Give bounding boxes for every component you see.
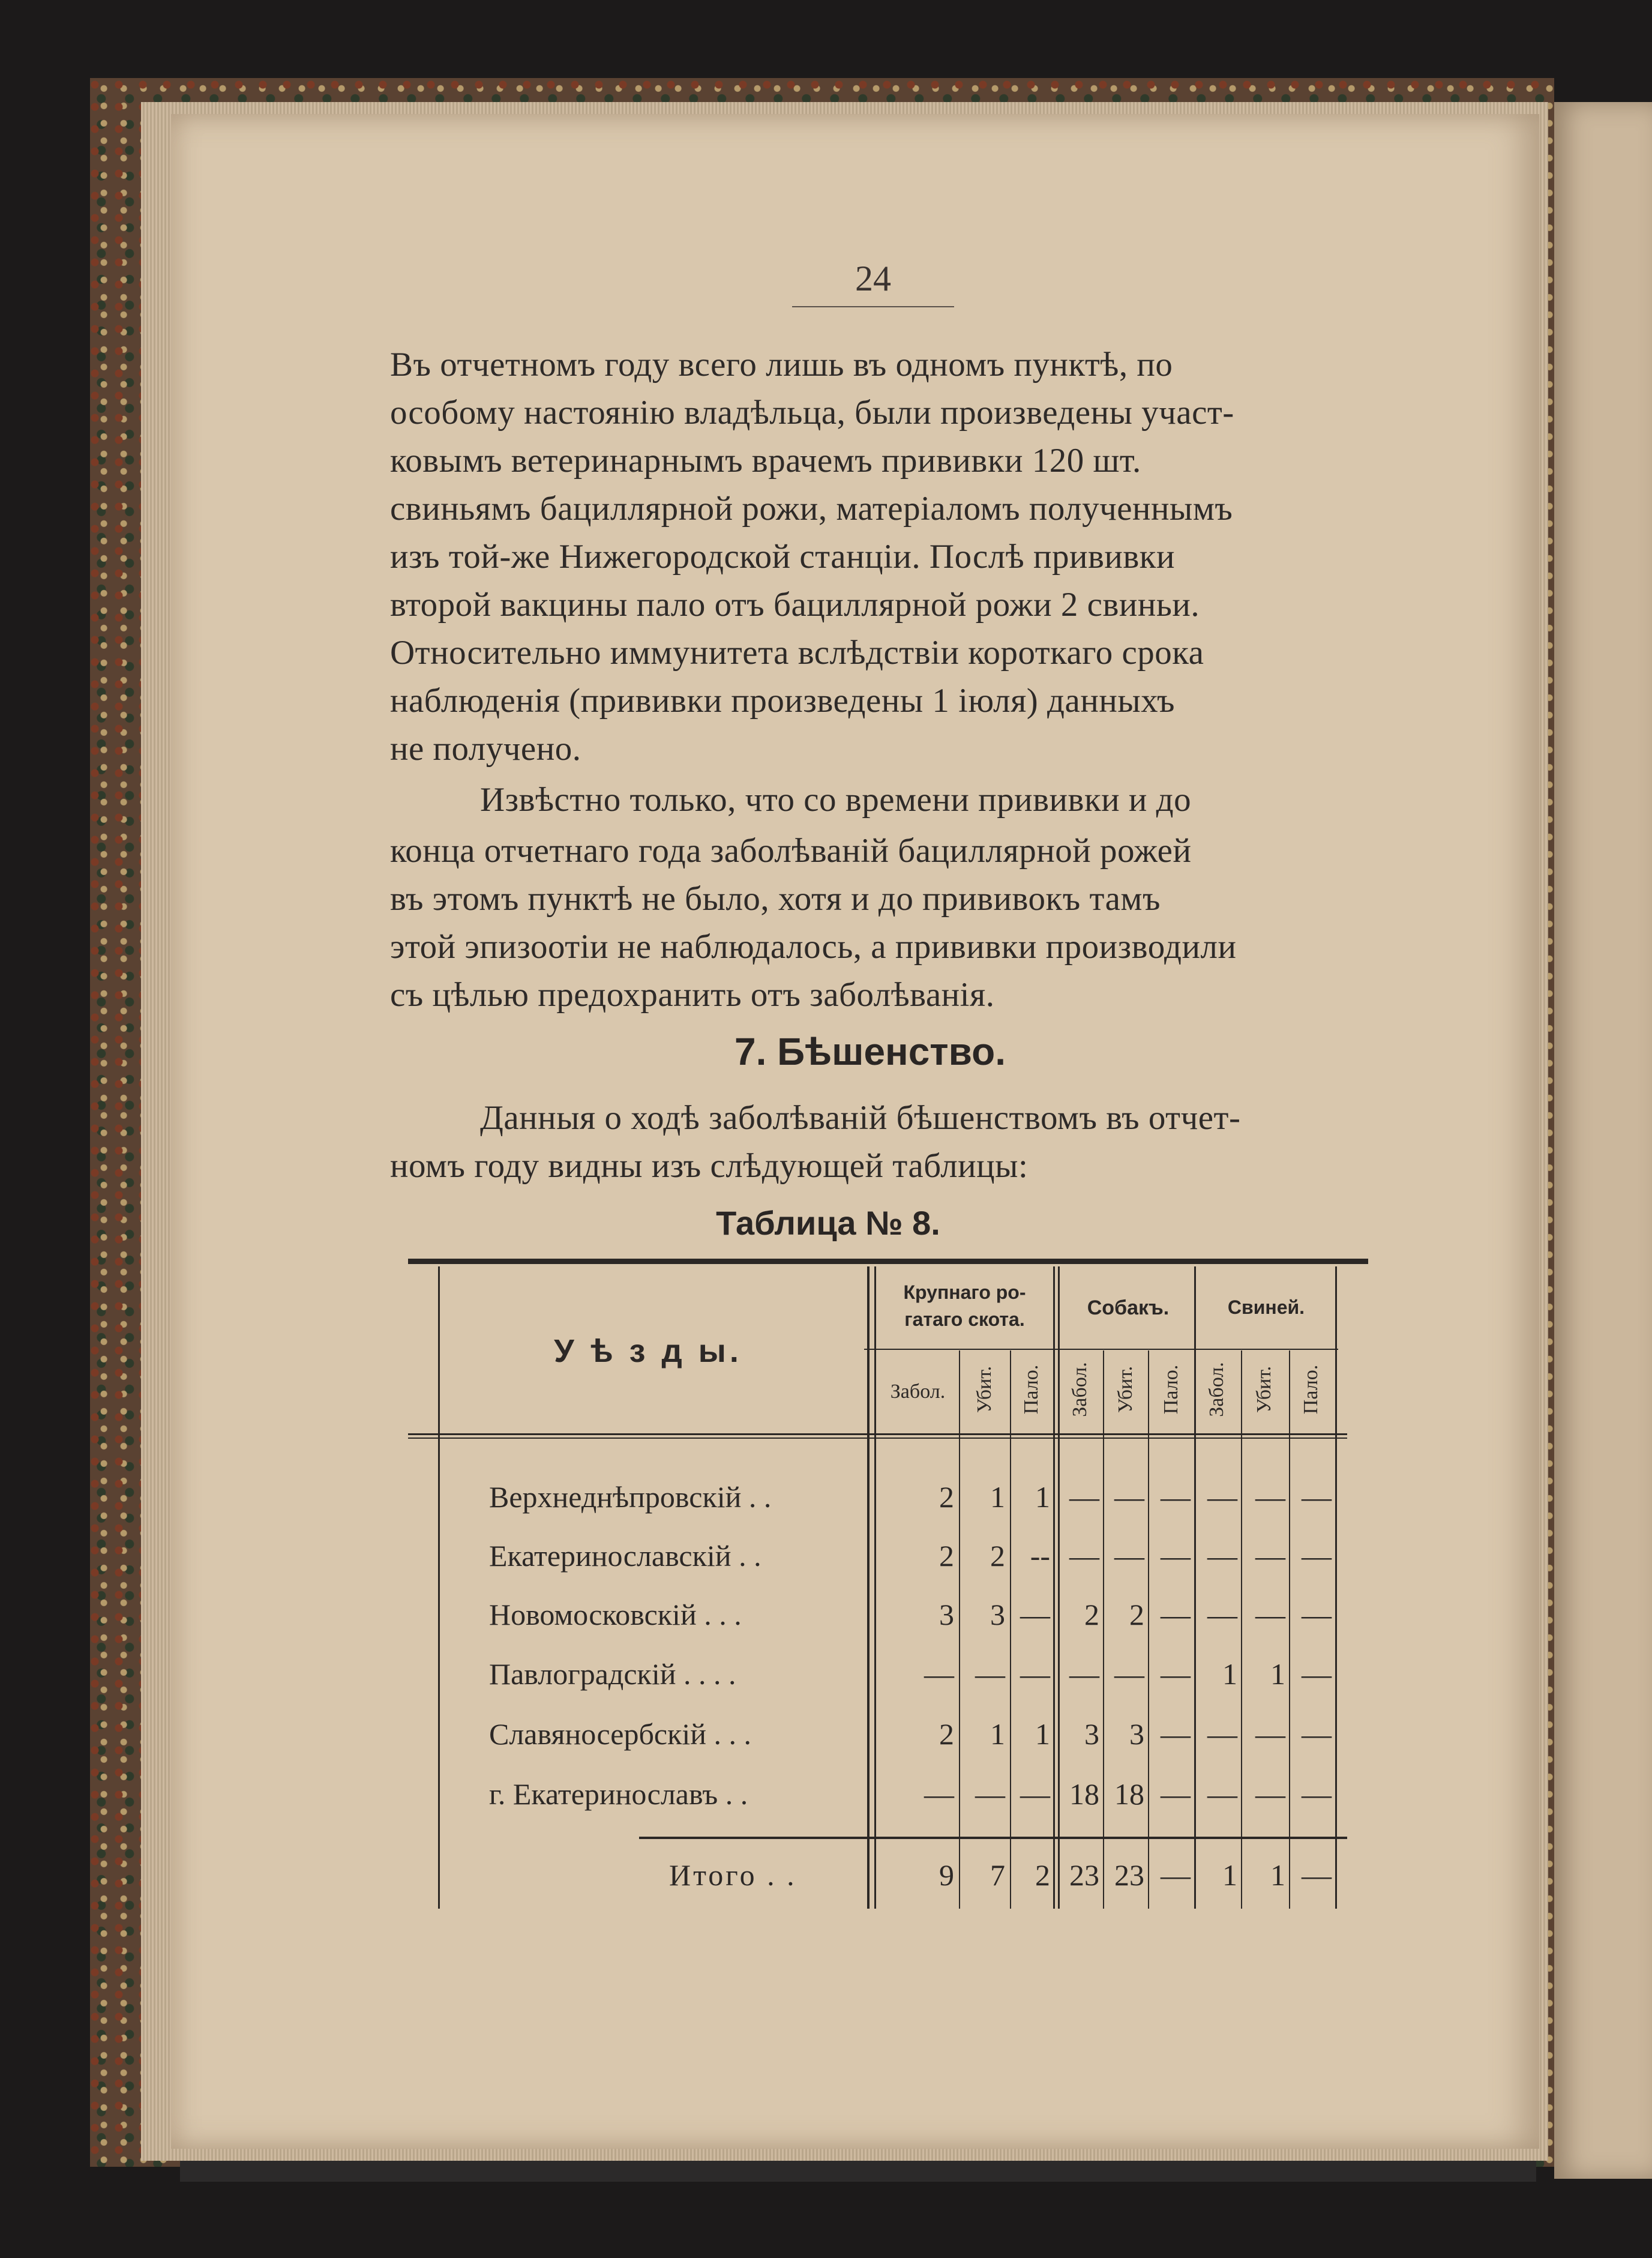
- table-col-rule: [959, 1350, 960, 1909]
- table-cell: —: [1161, 1717, 1191, 1751]
- table-col-rule: [1241, 1350, 1242, 1909]
- table-cell: 2: [939, 1480, 954, 1514]
- text-line: номъ году видны изъ слѣдующей таблицы:: [390, 1147, 1029, 1185]
- table-cell: 2: [939, 1717, 954, 1751]
- table-cell: —: [1114, 1657, 1144, 1691]
- table-cell: 3: [1084, 1717, 1099, 1751]
- table-col-rule: [1289, 1350, 1290, 1909]
- page-number-rule: [792, 306, 954, 307]
- table-cell: —: [1020, 1777, 1050, 1811]
- table-cell: —: [1161, 1777, 1191, 1811]
- district-name: г. Екатеринославъ . .: [489, 1777, 748, 1811]
- section-heading: 7. Бѣшенство.: [734, 1030, 1006, 1073]
- table-right-rule: [1335, 1266, 1337, 1909]
- subheader-killed: Убит.: [1114, 1365, 1137, 1414]
- total-cell: 1: [1270, 1858, 1285, 1892]
- text-line: свиньямъ бациллярной рожи, матерiаломъ полученнымъ: [390, 490, 1233, 528]
- district-name: Славяносербскiй . . .: [489, 1717, 752, 1751]
- table-cell: 1: [1270, 1657, 1285, 1691]
- table-cell: —: [1255, 1598, 1285, 1631]
- text-line: наблюденiя (прививки произведены 1 iюля) данныхъ: [390, 682, 1175, 720]
- district-name: Новомосковскiй . . .: [489, 1598, 742, 1631]
- table-cell: —: [1069, 1657, 1099, 1691]
- text-line: ковымъ ветеринарнымъ врачемъ прививки 120 шт.: [390, 442, 1141, 480]
- cattle-group-header: Крупнаго ро-: [903, 1281, 1026, 1303]
- district-name: Екатеринославскiй . .: [489, 1539, 761, 1573]
- table-cell: —: [1207, 1717, 1237, 1751]
- district-column-header: У ѣ з д ы.: [554, 1333, 742, 1369]
- text-line: второй вакцины пало отъ бациллярной рожи 2 свиньи.: [390, 586, 1200, 624]
- table-cell: —: [1255, 1480, 1285, 1514]
- text-line: въ этомъ пунктѣ не было, хотя и до прививокъ тамъ: [390, 880, 1161, 918]
- table-left-rule: [438, 1266, 440, 1909]
- district-name: Павлоградскiй . . . .: [489, 1657, 736, 1691]
- table-cell: —: [1161, 1598, 1191, 1631]
- table-cell: 3: [990, 1598, 1005, 1631]
- table-cell: 18: [1114, 1777, 1144, 1811]
- text-line: конца отчетнаго года заболѣванiй бациллярной рожей: [390, 832, 1192, 870]
- table-header-rule: [408, 1433, 1347, 1435]
- table-cell: —: [1302, 1777, 1332, 1811]
- total-cell: 7: [990, 1858, 1005, 1892]
- table-cell: 1: [990, 1717, 1005, 1751]
- table-col-rule: [1010, 1350, 1011, 1909]
- total-cell: 1: [1222, 1858, 1237, 1892]
- table-cell: 3: [939, 1598, 954, 1631]
- table-cell: 2: [1129, 1598, 1144, 1631]
- table-top-rule: [408, 1259, 1368, 1264]
- table-header-rule: [408, 1438, 1347, 1439]
- table-cell: —: [1020, 1598, 1050, 1631]
- table-cell: —: [1161, 1539, 1191, 1573]
- table-cell: —: [1114, 1539, 1144, 1573]
- text-line: Въ отчетномъ году всего лишь въ одномъ пунктѣ, по: [390, 346, 1173, 384]
- table-cell: —: [1207, 1777, 1237, 1811]
- table-cell: 3: [1129, 1717, 1144, 1751]
- table-cell: 2: [990, 1539, 1005, 1573]
- page-number: 24: [855, 259, 891, 298]
- subheader-died: Пало.: [1020, 1364, 1042, 1415]
- text-line: не получено.: [390, 730, 581, 768]
- table-cell: —: [1069, 1480, 1099, 1514]
- table-subheader-rule: [864, 1349, 1338, 1350]
- table-cell: —: [1255, 1777, 1285, 1811]
- table-title: Таблица № 8.: [716, 1204, 940, 1242]
- text-line: Данныя о ходѣ заболѣванiй бѣшенствомъ въ отчет-: [480, 1099, 1241, 1137]
- table-cell: —: [1302, 1717, 1332, 1751]
- subheader-sick: Забол.: [890, 1380, 946, 1403]
- table-cell: —: [1302, 1657, 1332, 1691]
- text-line: съ цѣлью предохранить отъ заболѣванiя.: [390, 976, 995, 1014]
- total-cell: —: [1161, 1858, 1191, 1892]
- facing-page: [1554, 102, 1652, 2179]
- table-cell: 1: [1035, 1717, 1050, 1751]
- table-cell: —: [1302, 1539, 1332, 1573]
- table-cell: —: [1255, 1717, 1285, 1751]
- table-cell: —: [924, 1657, 954, 1691]
- table-cell: —: [1207, 1598, 1237, 1631]
- total-cell: 23: [1069, 1858, 1099, 1892]
- table-cell: —: [1161, 1657, 1191, 1691]
- table-col-rule: [867, 1266, 870, 1909]
- text-line: Извѣстно только, что со времени прививки и до: [480, 781, 1192, 819]
- table-cell: —: [1020, 1657, 1050, 1691]
- total-cell: —: [1302, 1858, 1332, 1892]
- total-cell: 2: [1035, 1858, 1050, 1892]
- text-line: Относительно иммунитета вслѣдствiи короткаго срока: [390, 634, 1204, 672]
- table-cell: —: [1255, 1539, 1285, 1573]
- dogs-group-header: Собакъ.: [1087, 1296, 1170, 1319]
- table-cell: 2: [1084, 1598, 1099, 1631]
- pigs-group-header: Свиней.: [1227, 1296, 1305, 1318]
- table-cell: —: [1161, 1480, 1191, 1514]
- table-col-rule: [1058, 1266, 1060, 1909]
- district-name: Верхнеднѣпровскiй . .: [489, 1480, 772, 1514]
- table-cell: 2: [939, 1539, 954, 1573]
- cattle-group-header: гатаго скота.: [904, 1308, 1025, 1330]
- table-col-rule: [1148, 1350, 1149, 1909]
- subheader-killed: Убит.: [1253, 1365, 1275, 1414]
- subheader-died: Пало.: [1300, 1364, 1322, 1415]
- table-cell: 1: [1035, 1480, 1050, 1514]
- table-col-rule: [1103, 1350, 1104, 1909]
- table-cell: —: [1069, 1539, 1099, 1573]
- table-cell: 18: [1069, 1777, 1099, 1811]
- total-cell: 23: [1114, 1858, 1144, 1892]
- table-cell: --: [1030, 1539, 1050, 1573]
- table-cell: —: [1302, 1480, 1332, 1514]
- table-cell: —: [1207, 1539, 1237, 1573]
- text-line: особому настоянiю владѣльца, были произведены участ-: [390, 394, 1234, 432]
- text-line: изъ той-же Нижегородской станцiи. Послѣ прививки: [390, 538, 1175, 576]
- total-label: Итого . .: [669, 1858, 797, 1892]
- table-cell: —: [1302, 1598, 1332, 1631]
- table-cell: —: [924, 1777, 954, 1811]
- table-col-rule: [1053, 1266, 1055, 1909]
- table-cell: 1: [990, 1480, 1005, 1514]
- subheader-sick: Забол.: [1069, 1362, 1091, 1417]
- table-cell: 1: [1222, 1657, 1237, 1691]
- table-cell: —: [1207, 1480, 1237, 1514]
- total-cell: 9: [939, 1858, 954, 1892]
- table-cell: —: [975, 1657, 1005, 1691]
- subheader-sick: Забол.: [1206, 1362, 1228, 1417]
- table-col-rule: [1194, 1266, 1196, 1909]
- text-line: этой эпизоотiи не наблюдалось, а прививки производили: [390, 928, 1237, 966]
- subheader-died: Пало.: [1160, 1364, 1182, 1415]
- table-cell: —: [1114, 1480, 1144, 1514]
- table-col-rule: [874, 1266, 876, 1909]
- subheader-killed: Убит.: [973, 1365, 996, 1414]
- table-cell: —: [975, 1777, 1005, 1811]
